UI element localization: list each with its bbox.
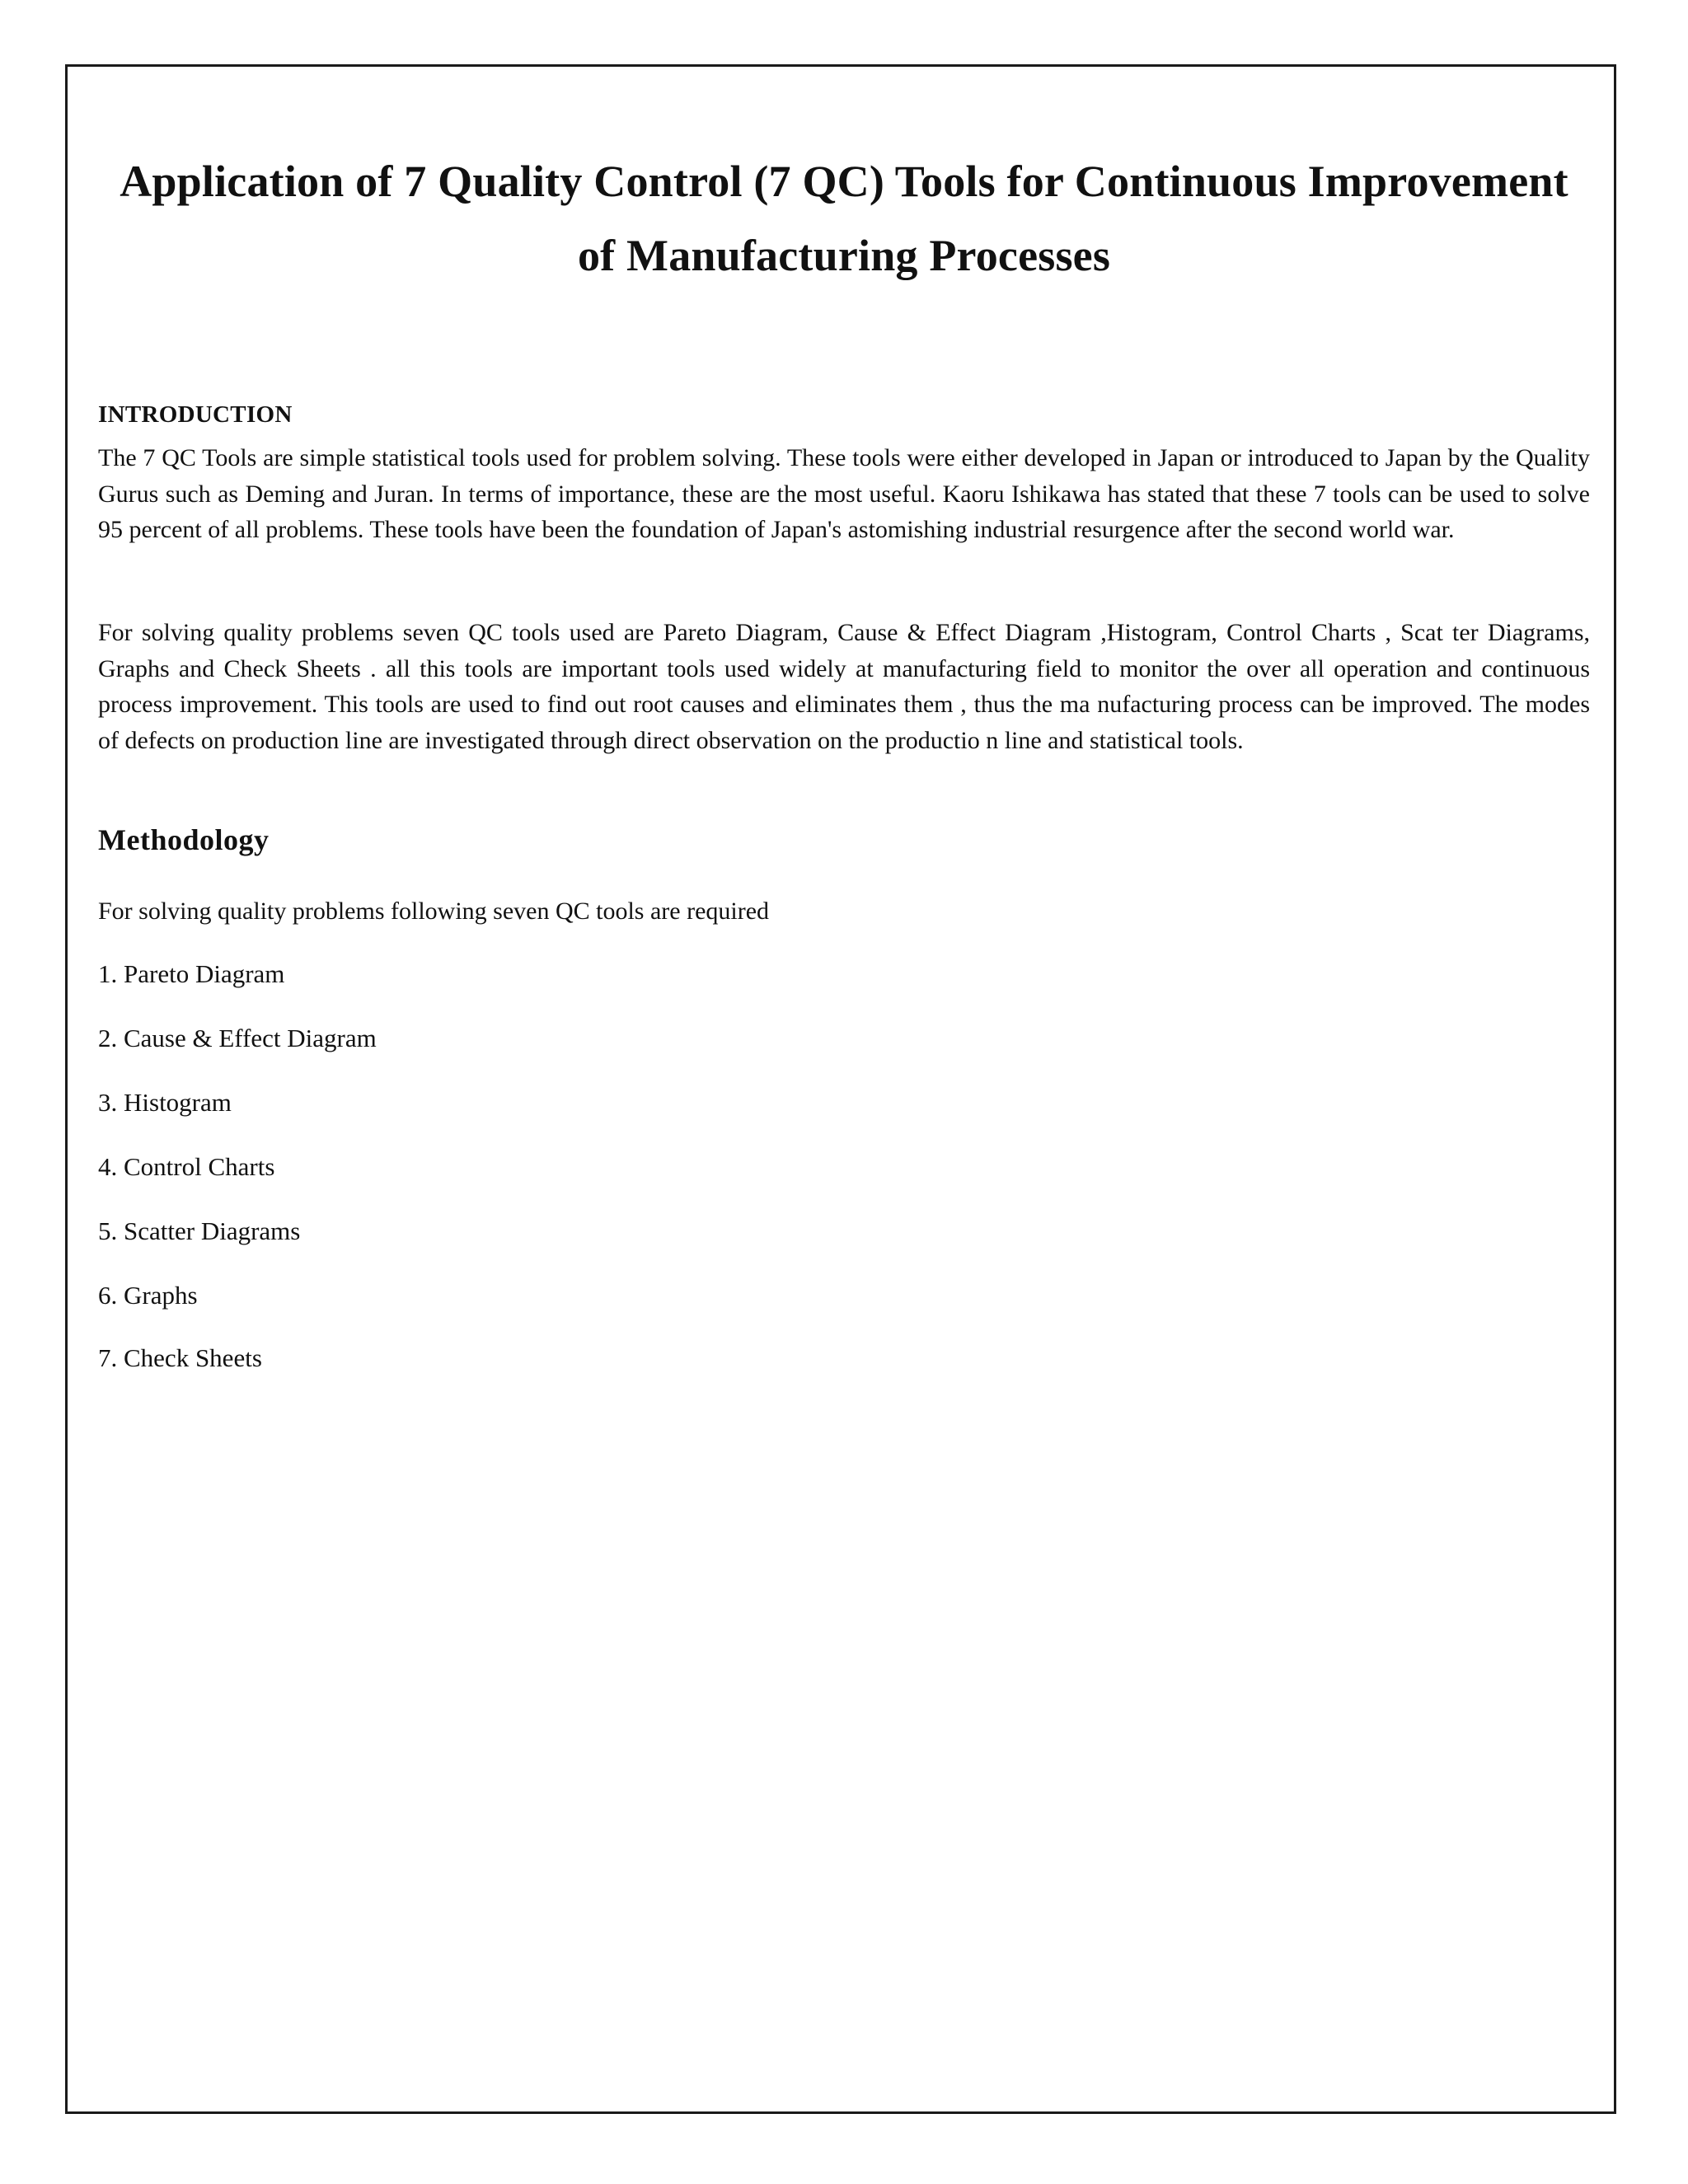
document-title: Application of 7 Quality Control (7 QC) Tools for Continuous Improvement of Manufacturing Processes: [120, 157, 1568, 280]
introduction-paragraph: For solving quality problems seven QC tools used are Pareto Diagram, Cause & Effect Diagram ,Histogram, Control Charts , Scat ter Diagrams, Graphs and Check Sheets . all this tools are important tools used widely at manufacturing field to monitor the over all operation and continuous process improvement. This tools are used to find out root causes and eliminates them , thus the ma nufacturing process can be improved. The modes of defects on production line are investigated through direct observation on the productio n line and statistical tools.: [98, 619, 1590, 755]
introduction-heading: INTRODUCTION: [98, 401, 293, 428]
list-item: 6. Graphs: [98, 1281, 198, 1310]
list-item: 1. Pareto Diagram: [98, 959, 285, 988]
page-border: [65, 64, 1616, 2114]
list-item: 7. Check Sheets: [98, 1343, 262, 1372]
introduction-paragraph: The 7 QC Tools are simple statistical tools used for problem solving. These tools were either developed in Japan or introduced to Japan by the Quality Gurus such as Deming and Juran. In terms of importance, these are the most useful. Kaoru Ishikawa has stated that these 7 tools can be used to solve 95 percent of all problems. These tools have been the foundation of Japan's astomishing industrial resurgence after the second world war.: [98, 444, 1590, 544]
methodology-heading: Methodology: [98, 823, 270, 856]
list-item: 5. Scatter Diagrams: [98, 1216, 301, 1245]
list-item: 4. Control Charts: [98, 1152, 275, 1181]
list-item: 3. Histogram: [98, 1088, 232, 1117]
methodology-intro: For solving quality problems following seven QC tools are required: [98, 898, 770, 925]
list-item: 2. Cause & Effect Diagram: [98, 1024, 377, 1052]
